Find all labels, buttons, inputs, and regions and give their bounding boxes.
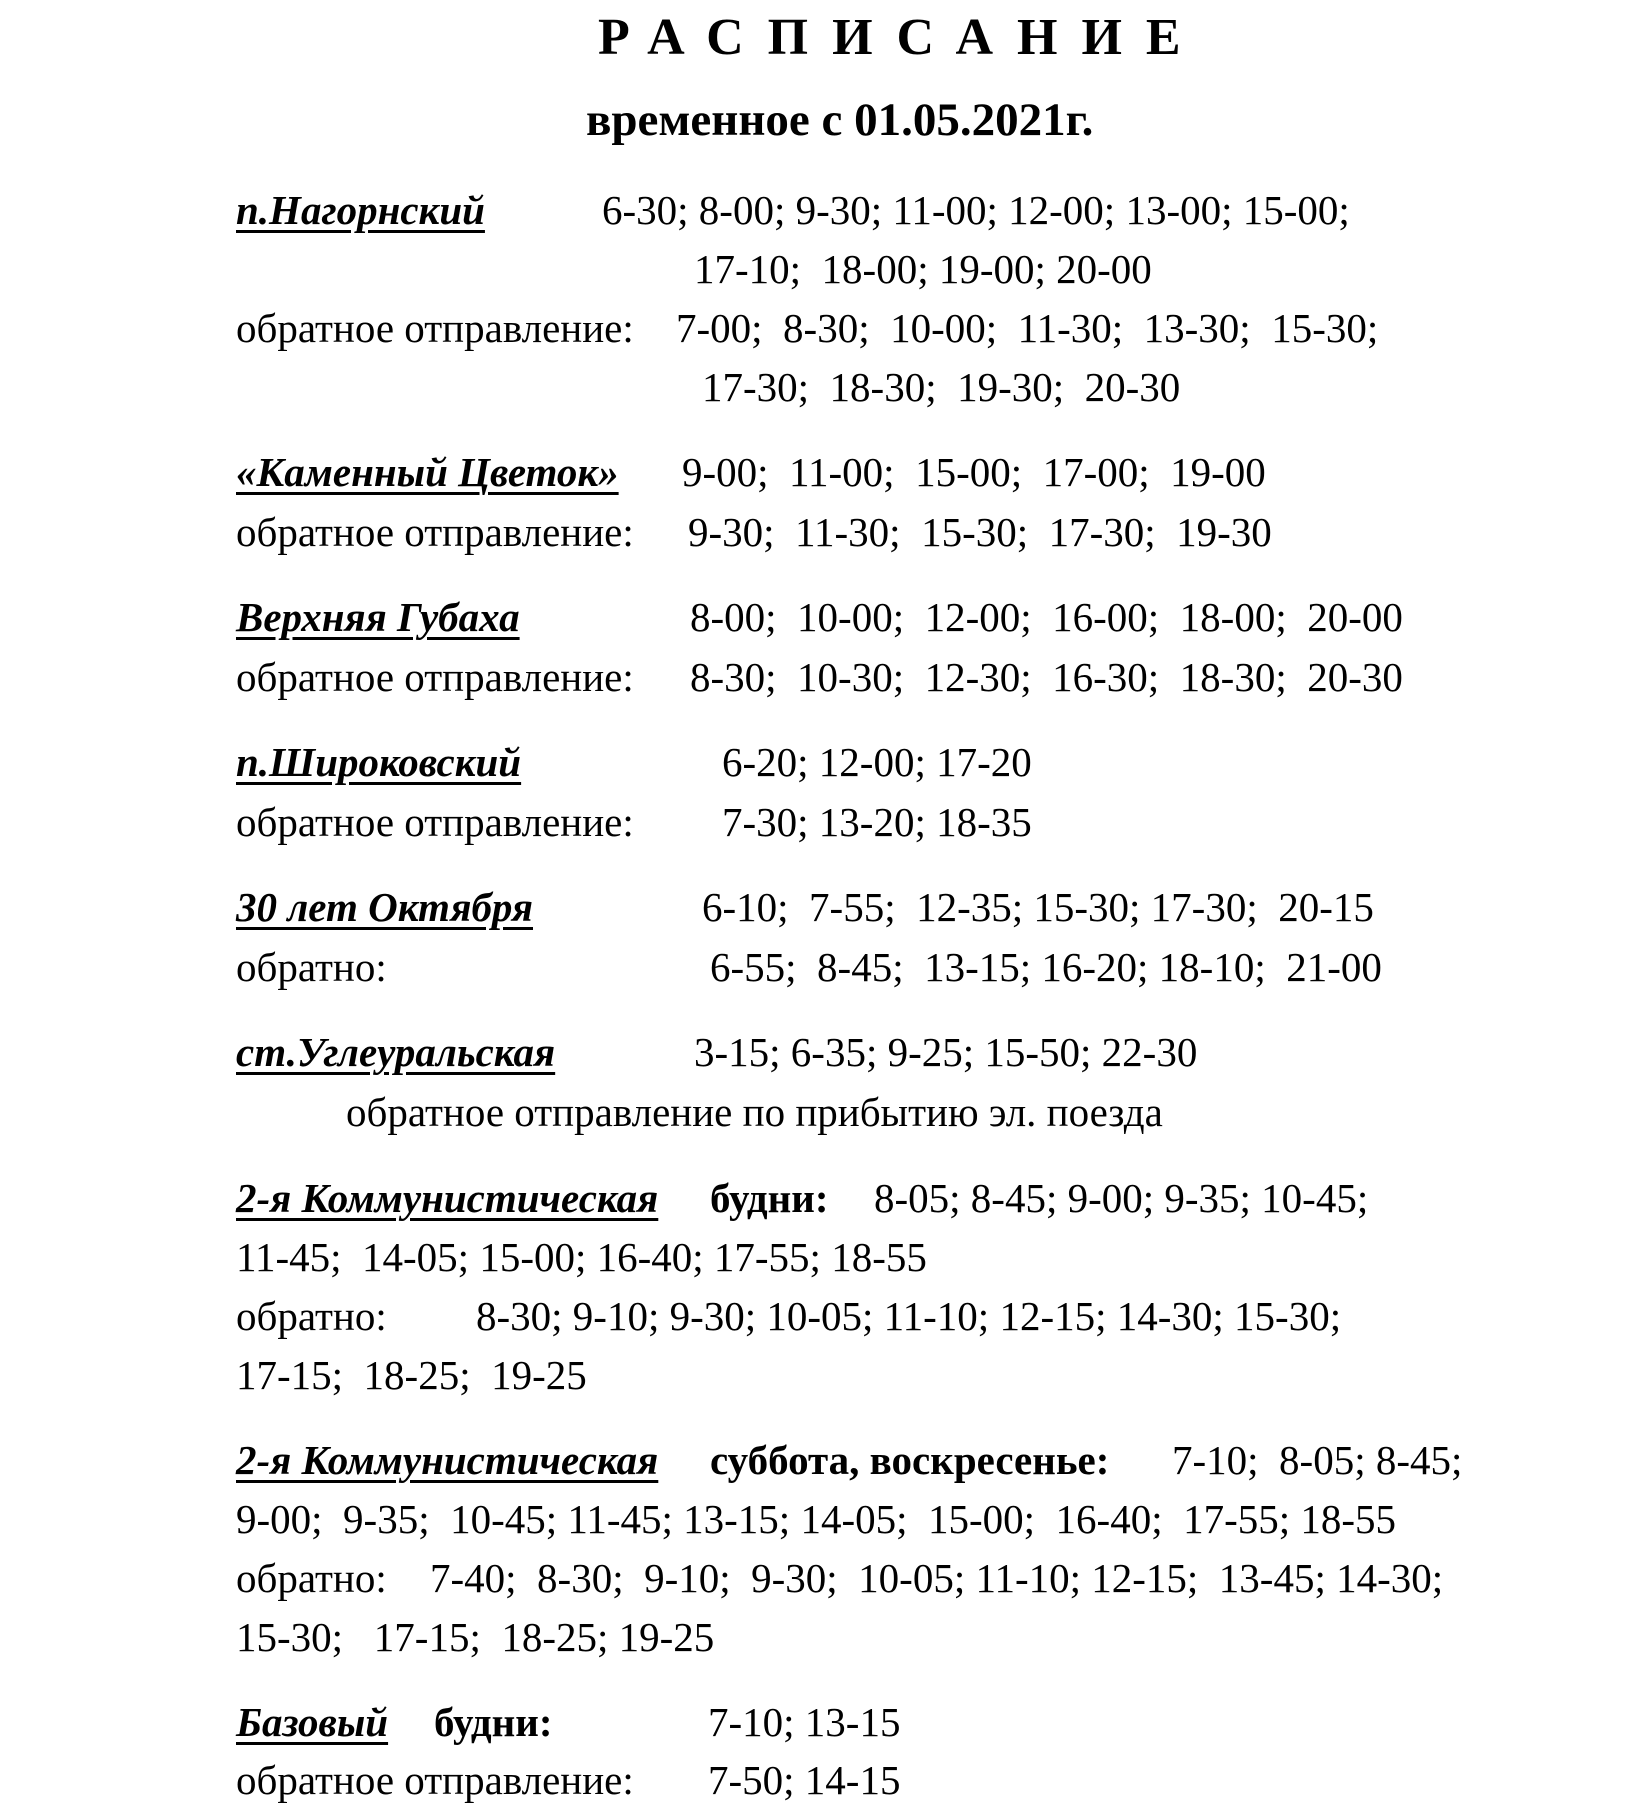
- return-times: 7-40; 8-30; 9-10; 9-30; 10-05; 11-10; 12-15; 13-45; 14-30;: [430, 1555, 1444, 1601]
- departure-times: 6-10; 7-55; 12-35; 15-30; 17-30; 20-15: [702, 884, 1374, 930]
- return-label: обратное отправление:: [236, 799, 634, 845]
- return-label: обратное отправление:: [236, 305, 634, 351]
- departure-times: 3-15; 6-35; 9-25; 15-50; 22-30: [694, 1029, 1198, 1075]
- return-note: обратное отправление по прибытию эл. поезда: [346, 1089, 1163, 1135]
- page-subtitle: временное с 01.05.2021г.: [586, 94, 1094, 146]
- route-name: п.Широковский: [236, 739, 522, 785]
- departure-times: 7-10; 13-15: [708, 1699, 901, 1745]
- return-label: обратно:: [236, 944, 387, 990]
- route-name: Верхняя Губаха: [236, 594, 520, 640]
- return-times: 6-55; 8-45; 13-15; 16-20; 18-10; 21-00: [710, 944, 1382, 990]
- departure-times: 8-05; 8-45; 9-00; 9-35; 10-45;: [874, 1175, 1369, 1221]
- return-label: обратно:: [236, 1555, 387, 1601]
- departure-times: 7-10; 8-05; 8-45;: [1172, 1437, 1463, 1483]
- route-name: 2-я Коммунистическая: [236, 1437, 659, 1483]
- return-label: обратное отправление:: [236, 509, 634, 555]
- day-label: будни:: [710, 1175, 829, 1221]
- route-name: п.Нагорнский: [236, 187, 485, 233]
- return-times: 7-00; 8-30; 10-00; 11-30; 13-30; 15-30;: [676, 305, 1379, 351]
- departure-times-cont: 9-00; 9-35; 10-45; 11-45; 13-15; 14-05; 15-00; 16-40; 17-55; 18-55: [236, 1496, 1397, 1542]
- route-name: ст.Углеуральская: [236, 1029, 556, 1075]
- return-times-cont: 17-15; 18-25; 19-25: [236, 1352, 587, 1398]
- departure-times: 6-30; 8-00; 9-30; 11-00; 12-00; 13-00; 15-00;: [602, 187, 1350, 233]
- route-name: «Каменный Цветок»: [236, 449, 619, 495]
- return-label: обратное отправление:: [236, 1757, 634, 1803]
- return-label: обратное отправление:: [236, 654, 634, 700]
- return-times: 7-50; 14-15: [708, 1757, 901, 1803]
- day-label: суббота, воскресенье:: [710, 1437, 1110, 1483]
- departure-times: 9-00; 11-00; 15-00; 17-00; 19-00: [682, 449, 1266, 495]
- route-name: 30 лет Октября: [236, 884, 533, 930]
- route-name: Базовый: [236, 1699, 389, 1745]
- return-times-cont: 15-30; 17-15; 18-25; 19-25: [236, 1614, 715, 1660]
- return-times: 7-30; 13-20; 18-35: [722, 799, 1032, 845]
- departure-times-cont: 17-10; 18-00; 19-00; 20-00: [694, 246, 1152, 292]
- return-times: 8-30; 9-10; 9-30; 10-05; 11-10; 12-15; 14-30; 15-30;: [476, 1293, 1342, 1339]
- return-times-cont: 17-30; 18-30; 19-30; 20-30: [702, 364, 1181, 410]
- return-times: 9-30; 11-30; 15-30; 17-30; 19-30: [688, 509, 1272, 555]
- return-label: обратно:: [236, 1293, 387, 1339]
- departure-times: 6-20; 12-00; 17-20: [722, 739, 1032, 785]
- departure-times-cont: 11-45; 14-05; 15-00; 16-40; 17-55; 18-55: [236, 1234, 927, 1280]
- return-times: 8-30; 10-30; 12-30; 16-30; 18-30; 20-30: [690, 654, 1403, 700]
- page-title: РАСПИСАНИЕ: [598, 9, 1205, 66]
- route-name: 2-я Коммунистическая: [236, 1175, 659, 1221]
- day-label: будни:: [434, 1699, 553, 1745]
- departure-times: 8-00; 10-00; 12-00; 16-00; 18-00; 20-00: [690, 594, 1403, 640]
